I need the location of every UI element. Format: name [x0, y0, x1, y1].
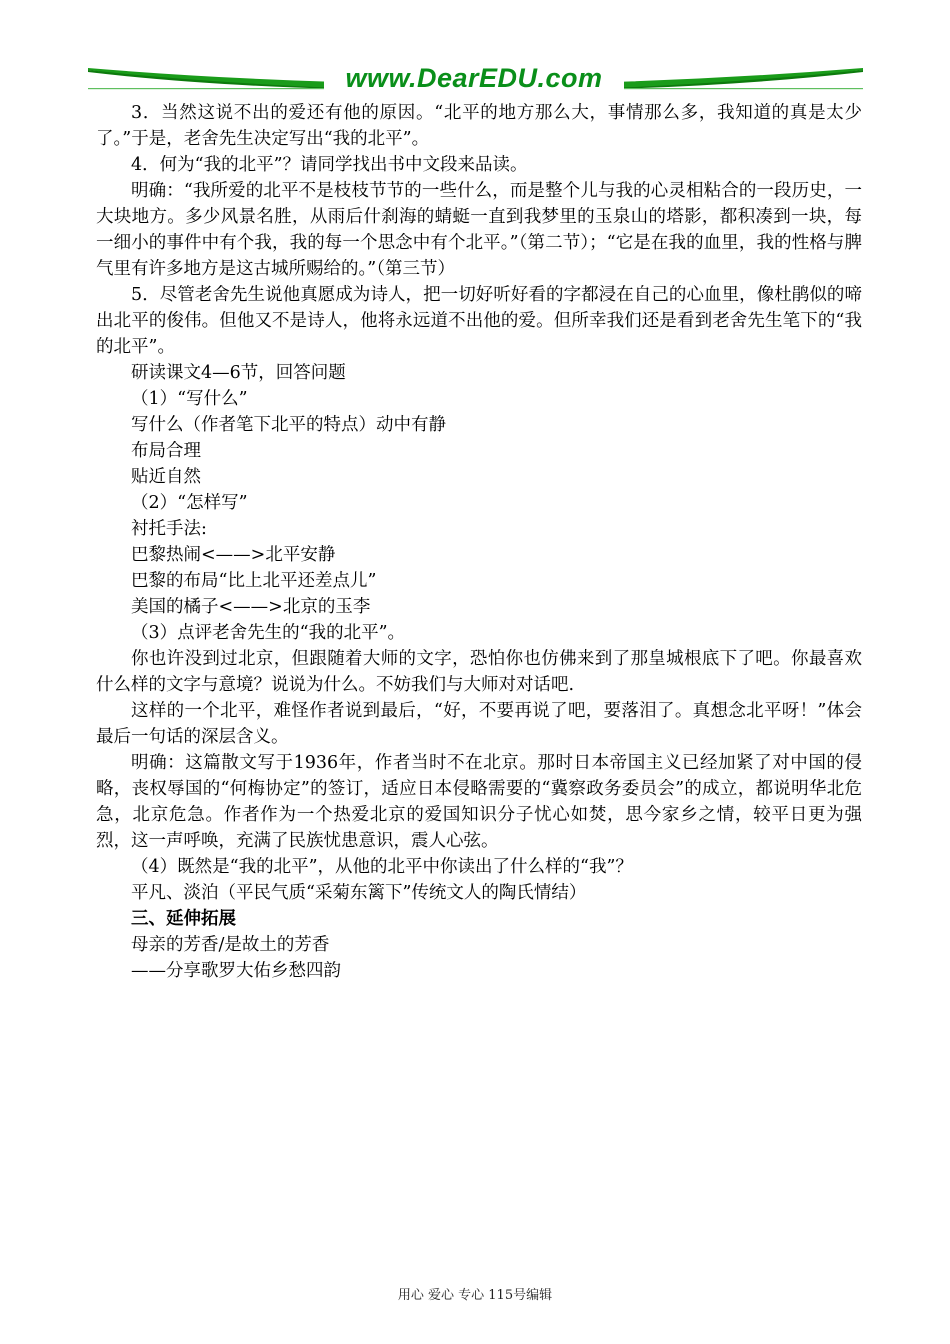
paragraph: 这样的一个北平，难怪作者说到最后，“好，不要再说了吧，要落泪了。真想念北平呀！”体会最后一句话的深层含义。	[96, 701, 862, 747]
paragraph: 布局合理	[131, 441, 201, 461]
paragraph: 明确：“我所爱的北平不是枝枝节节的一些什么，而是整个儿与我的心灵相粘合的一段历史，一大块地方。多少风景名胜，从雨后什刹海的蜻蜓一直到我梦里的玉泉山的塔影，都积凑到一块，每一细小的事件中有个我，我的每一个思念中有个北平。”（第二节）；“它是在我的血里，我的性格与脾气里有许多地方是这古城所赐给的。”（第三节）	[96, 181, 862, 279]
paragraph: 母亲的芳香/是故土的芳香	[131, 935, 330, 955]
paragraph: 写什么（作者笔下北平的特点）动中有静	[131, 415, 446, 435]
paragraph: 4．何为“我的北平”？请同学找出书中文段来品读。	[131, 155, 528, 175]
paragraph: 3．当然这说不出的爱还有他的原因。“北平的地方那么大，事情那么多，我知道的真是太少了。”于是，老舍先生决定写出“我的北平”。	[96, 103, 862, 149]
paragraph: （4）既然是“我的北平”，从他的北平中你读出了什么样的“我”？	[131, 857, 633, 877]
page-footer: 用心 爱心 专心 115号编辑	[397, 1288, 553, 1303]
paragraph: 衬托手法:	[131, 519, 207, 539]
paragraph: （1）“写什么”	[131, 389, 248, 409]
paragraph: 巴黎热闹<——>北平安静	[131, 545, 336, 565]
paragraph: 研读课文4—6节，回答问题	[131, 363, 346, 383]
paragraph: （2）“怎样写”	[131, 493, 248, 513]
paragraph: 你也许没到过北京，但跟随着大师的文字，恐怕你也仿佛来到了那皇城根底下了吧。你最喜欢什么样的文字与意境？说说为什么。不妨我们与大师对对话吧.	[96, 649, 862, 695]
paragraph: 5．尽管老舍先生说他真愿成为诗人，把一切好听好看的字都浸在自己的心血里，像杜鹃似的啼出北平的俊伟。但他又不是诗人，他将永远道不出他的爱。但所幸我们还是看到老舍先生笔下的“我的北平”。	[96, 285, 862, 357]
paragraph: 平凡、淡泊（平民气质“采菊东篱下”传统文人的陶氏情结）	[131, 883, 587, 903]
page-header	[88, 58, 863, 98]
paragraph: 贴近自然	[131, 467, 201, 487]
paragraph: 巴黎的布局“比上北平还差点儿”	[131, 571, 377, 591]
paragraph: 明确：这篇散文写于1936年，作者当时不在北京。那时日本帝国主义已经加紧了对中国的侵略，丧权辱国的“何梅协定”的签订，适应日本侵略需要的“冀察政务委员会”的成立，都说明华北危急，北京危急。作者作为一个热爱北京的爱国知识分子忧心如焚，思今家乡之情，较平日更为强烈，这一声呼唤，充满了民族忧患意识，震人心弦。	[96, 753, 862, 851]
paragraph: （3）点评老舍先生的“我的北平”。	[131, 623, 406, 643]
document-body	[96, 100, 862, 984]
section-heading: 三、延伸拓展	[131, 909, 236, 929]
paragraph: 美国的橘子<——>北京的玉李	[131, 597, 371, 617]
site-brand-logo: www.DearEDU.com	[324, 62, 624, 94]
paragraph: ——分享歌罗大佑乡愁四韵	[131, 961, 341, 981]
